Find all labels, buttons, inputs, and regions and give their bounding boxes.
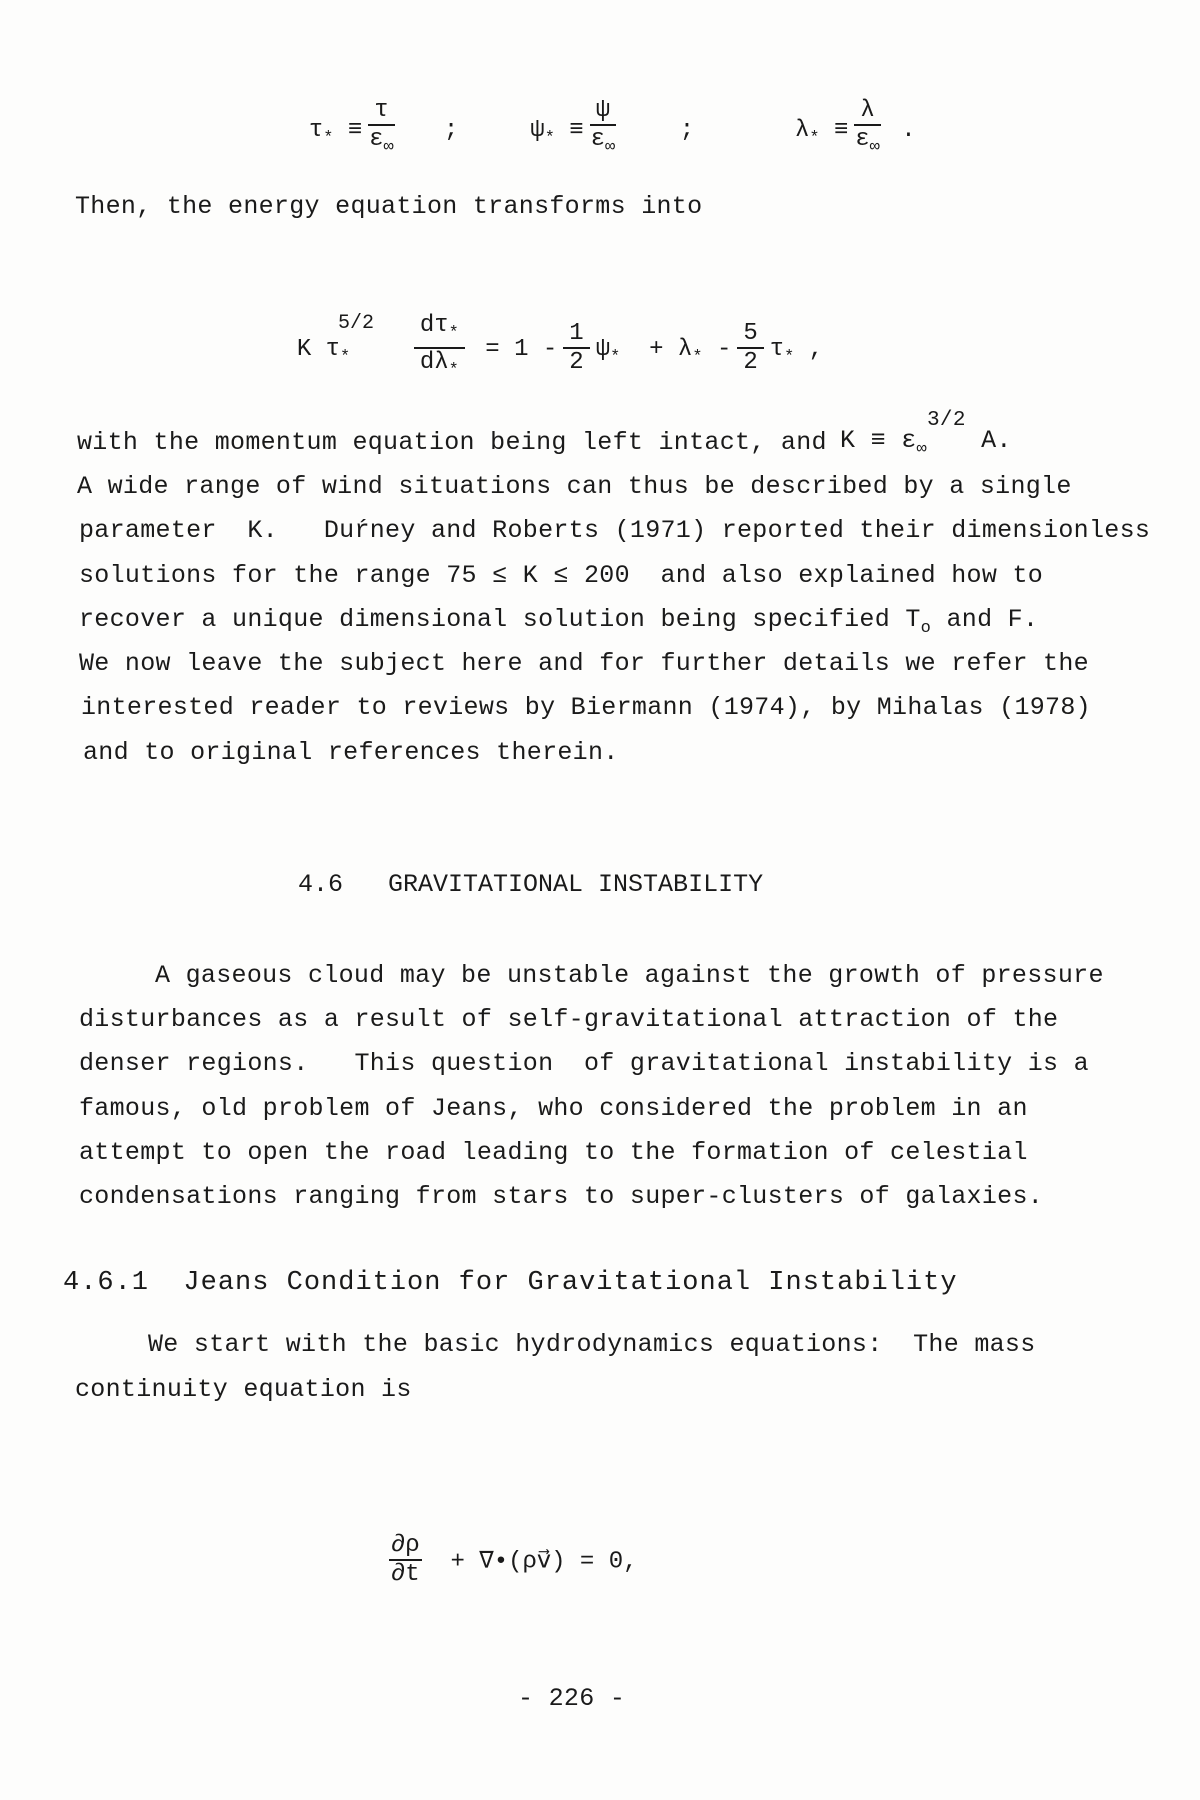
denominator: ε <box>855 126 870 153</box>
equiv: ≡ <box>569 117 584 145</box>
numerator: dτ <box>419 312 449 339</box>
star: * <box>448 360 459 380</box>
psi-symbol: ψ <box>595 336 611 364</box>
separator: ; <box>443 117 459 145</box>
text-line: famous, old problem of Jeans, who considered the problem in an <box>79 1094 1028 1123</box>
subscript: ∞ <box>605 137 616 157</box>
separator: ; <box>679 117 695 145</box>
subscript: ∞ <box>383 137 394 157</box>
denominator: ∂t <box>390 1561 420 1588</box>
star: * <box>323 129 334 149</box>
page-number: - 226 - <box>518 1684 626 1713</box>
numerator: τ <box>368 98 394 126</box>
energy-equation <box>268 285 823 385</box>
text: recover a unique dimensional solution being specified T <box>79 605 921 634</box>
numerator: 5 <box>737 321 763 349</box>
tau-symbol: τ <box>769 336 785 364</box>
star: * <box>340 347 351 367</box>
psi-symbol: ψ <box>530 117 545 145</box>
exponent: 3/2 <box>927 409 966 432</box>
numerator: ∂ρ <box>390 1532 420 1559</box>
equiv: ≡ <box>833 117 849 145</box>
K-symbol: K <box>296 336 312 364</box>
text-line: with the momentum equation being left intact, and <box>77 428 827 457</box>
denominator: ε <box>590 126 605 153</box>
continuity-equation <box>360 1505 638 1589</box>
text-line: condensations ranging from stars to super-clusters of galaxies. <box>79 1182 1044 1211</box>
text-line: A wide range of wind situations can thus be described by a single <box>77 472 1072 501</box>
text-line: and to original references therein. <box>83 738 619 767</box>
star: * <box>610 347 621 367</box>
text-line: denser regions. This question of gravitational instability is a <box>79 1049 1089 1078</box>
rhs-part: + λ <box>649 336 693 364</box>
denominator: dλ <box>419 348 449 376</box>
star: * <box>544 129 555 149</box>
exponent: 5/2 <box>338 312 375 336</box>
subsection-heading: 4.6.1 Jeans Condition for Gravitational Instability <box>63 1268 958 1298</box>
subscript: ∞ <box>869 137 880 157</box>
text-line: parameter K. Duŕney and Roberts (1971) reported their dimensionless <box>79 516 1151 545</box>
k-def-end: A. <box>981 426 1012 455</box>
denominator: ε <box>369 126 384 153</box>
numerator: λ <box>854 98 880 126</box>
denominator: 2 <box>743 348 758 376</box>
text-line: disturbances as a result of self-gravitational attraction of the <box>79 1005 1059 1034</box>
text-line: interested reader to reviews by Biermann (1974), by Mihalas (1978) <box>81 693 1091 722</box>
text: and F. <box>946 605 1039 634</box>
subscript: o <box>920 619 932 638</box>
text-line: We now leave the subject here and for further details we refer the <box>79 649 1089 678</box>
denominator: 2 <box>569 348 584 376</box>
definitions-equation <box>280 70 916 162</box>
lambda-symbol: λ <box>794 117 810 145</box>
text-line <box>79 605 1038 644</box>
star: * <box>448 323 459 343</box>
text-line: A gaseous cloud may be unstable against the growth of pressure <box>155 961 1104 990</box>
text-line: Then, the energy equation transforms into <box>75 192 703 221</box>
k-def: K ≡ ε <box>840 426 917 455</box>
equiv: ≡ <box>347 117 363 145</box>
numerator: 1 <box>563 321 589 349</box>
numerator: ψ <box>590 98 616 126</box>
equation-rest: + ∇•(ρv⃗) = 0, <box>450 1548 638 1576</box>
star: * <box>784 347 795 367</box>
text-line: We start with the basic hydrodynamics equations: The mass <box>148 1330 1036 1359</box>
tau-symbol: τ <box>308 117 324 145</box>
subscript: ∞ <box>916 440 928 459</box>
star: * <box>692 347 703 367</box>
star: * <box>809 129 820 149</box>
k-definition <box>840 409 1012 465</box>
rhs-part: = 1 - <box>485 336 558 364</box>
comma: , <box>808 336 824 364</box>
text-line: continuity equation is <box>75 1375 412 1404</box>
text-line: solutions for the range 75 ≤ K ≤ 200 and also explained how to <box>79 561 1044 590</box>
section-heading: 4.6 GRAVITATIONAL INSTABILITY <box>298 870 764 899</box>
minus: - <box>716 336 732 364</box>
period: . <box>901 117 916 145</box>
text-line: attempt to open the road leading to the formation of celestial <box>79 1138 1028 1167</box>
tau-symbol: τ <box>325 336 341 364</box>
